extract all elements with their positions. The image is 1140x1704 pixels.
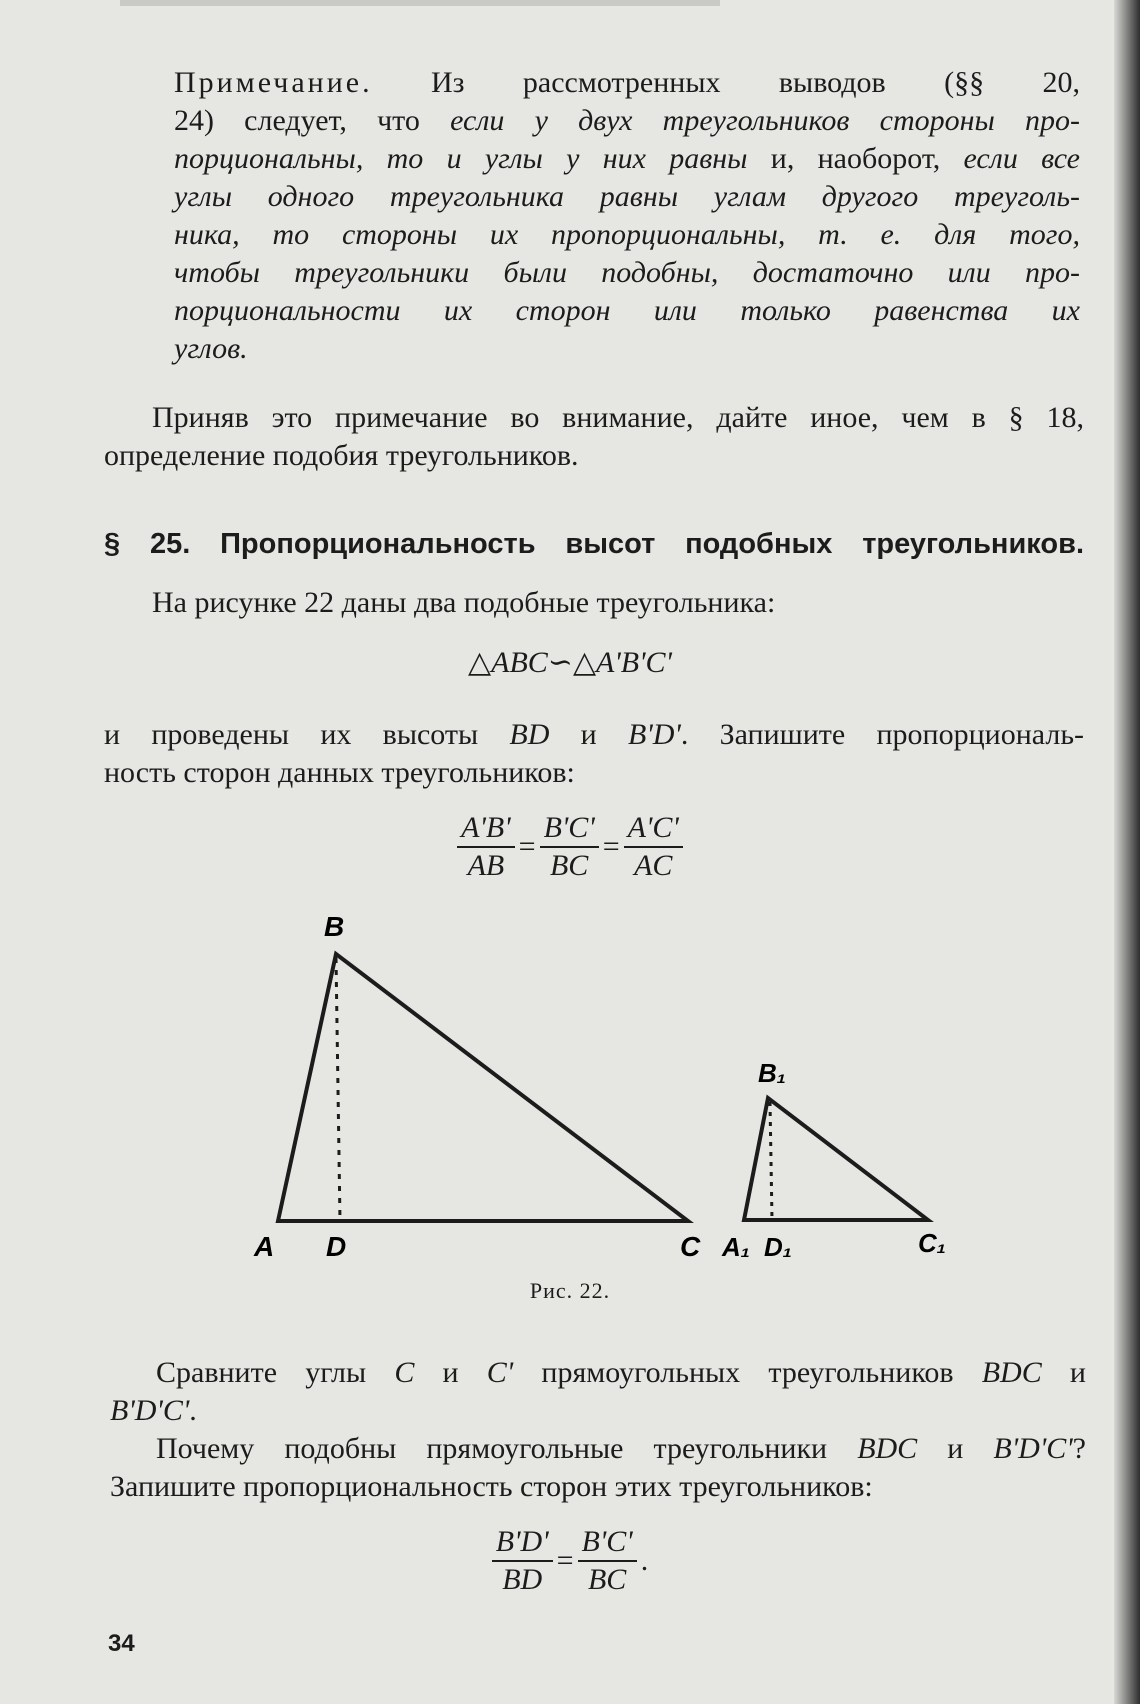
note-line-8: углов. — [174, 332, 248, 365]
similarity-left: ABC — [491, 646, 548, 679]
similar-symbol: ∽ — [547, 646, 573, 679]
fraction: $\frac{B'C'}{BC}$ — [540, 810, 599, 884]
proportion-1: $\frac{A'B'}{AB}$ = $\frac{B'C'}{BC}$ = $\frac{A'C'}{AC}$ — [0, 810, 1140, 884]
fraction: $\frac{B'D'}{BD}$ — [492, 1524, 553, 1598]
fraction: $\frac{A'B'}{AB}$ — [457, 810, 514, 884]
label-b: B — [324, 911, 345, 942]
triangle-a1b1c1 — [744, 1098, 928, 1220]
figure-22 — [0, 900, 1140, 1270]
heights-line-2: ность сторон данных треугольников: — [104, 756, 575, 789]
similarity-right: A'B'C' — [596, 646, 672, 679]
page-number: 34 — [108, 1630, 135, 1657]
label-d: D — [326, 1231, 347, 1262]
label-d1: D₁ — [764, 1232, 792, 1262]
note-line-5: ника, то стороны их пропорциональны, т. е. для того, — [174, 218, 1080, 251]
note-paragraph — [174, 64, 1080, 368]
triangle-symbol: △ — [468, 646, 492, 679]
instruction-line-1: Приняв это примечание во внимание, дайте иное, чем в § 18, — [152, 401, 1084, 434]
section-heading: § 25. Пропорциональность высот подобных треугольников. — [104, 528, 1084, 560]
note-line-6: чтобы треугольники были подобны, достаточно или про- — [174, 256, 1080, 289]
top-edge-shadow — [120, 0, 720, 6]
why-line-2: Запишите пропорциональность сторон этих треугольников: — [110, 1470, 873, 1503]
note-line-7: порциональности их сторон или только равенства их — [174, 294, 1080, 327]
compare-paragraph — [110, 1354, 1086, 1430]
heights-paragraph — [104, 716, 1084, 792]
compare-line-1: Сравните углы C и C' прямоугольных треугольников BDC и — [156, 1356, 1086, 1389]
note-line-4: углы одного треугольника равны углам другого треуголь- — [174, 180, 1080, 213]
label-a: A — [254, 1231, 275, 1262]
heights-line-1: и проведены их высоты BD и B'D'. Запишите пропорциональ- — [104, 718, 1084, 751]
label-b1: B₁ — [758, 1058, 786, 1088]
proportion-2: $\frac{B'D'}{BD}$ = $\frac{B'C'}{BC}$ . — [0, 1524, 1140, 1598]
fraction: $\frac{A'C'}{AC}$ — [624, 810, 683, 884]
figure-caption: Рис. 22. — [529, 1278, 611, 1303]
note-line-3: порциональны, то и углы у них равны и, наоборот, если все — [174, 142, 1080, 175]
note-line-2: 24) следует, что если у двух треугольников стороны про- — [174, 104, 1080, 137]
note-line-1: Примечание. Из рассмотренных выводов (§§ 20, — [174, 66, 1080, 99]
intro-line: На рисунке 22 даны два подобные треугольника: — [152, 586, 776, 619]
height-bd — [336, 958, 340, 1221]
why-paragraph — [110, 1430, 1086, 1506]
height-b1d1 — [770, 1102, 772, 1220]
instruction-paragraph — [104, 399, 1084, 475]
similarity-formula — [0, 645, 1140, 680]
label-c1: C₁ — [918, 1228, 946, 1258]
fraction: $\frac{B'C'}{BC}$ — [578, 1524, 637, 1598]
label-a1: A₁ — [722, 1232, 750, 1262]
triangle-symbol: △ — [572, 646, 597, 679]
compare-line-2: B'D'C'. — [110, 1394, 197, 1427]
triangle-abc — [278, 954, 688, 1221]
note-label: Примечание. — [174, 66, 373, 99]
why-line-1: Почему подобны прямоугольные треугольники BDC и B'D'C'? — [156, 1432, 1086, 1465]
label-c: C — [680, 1231, 701, 1262]
instruction-line-2: определение подобия треугольников. — [104, 439, 579, 472]
